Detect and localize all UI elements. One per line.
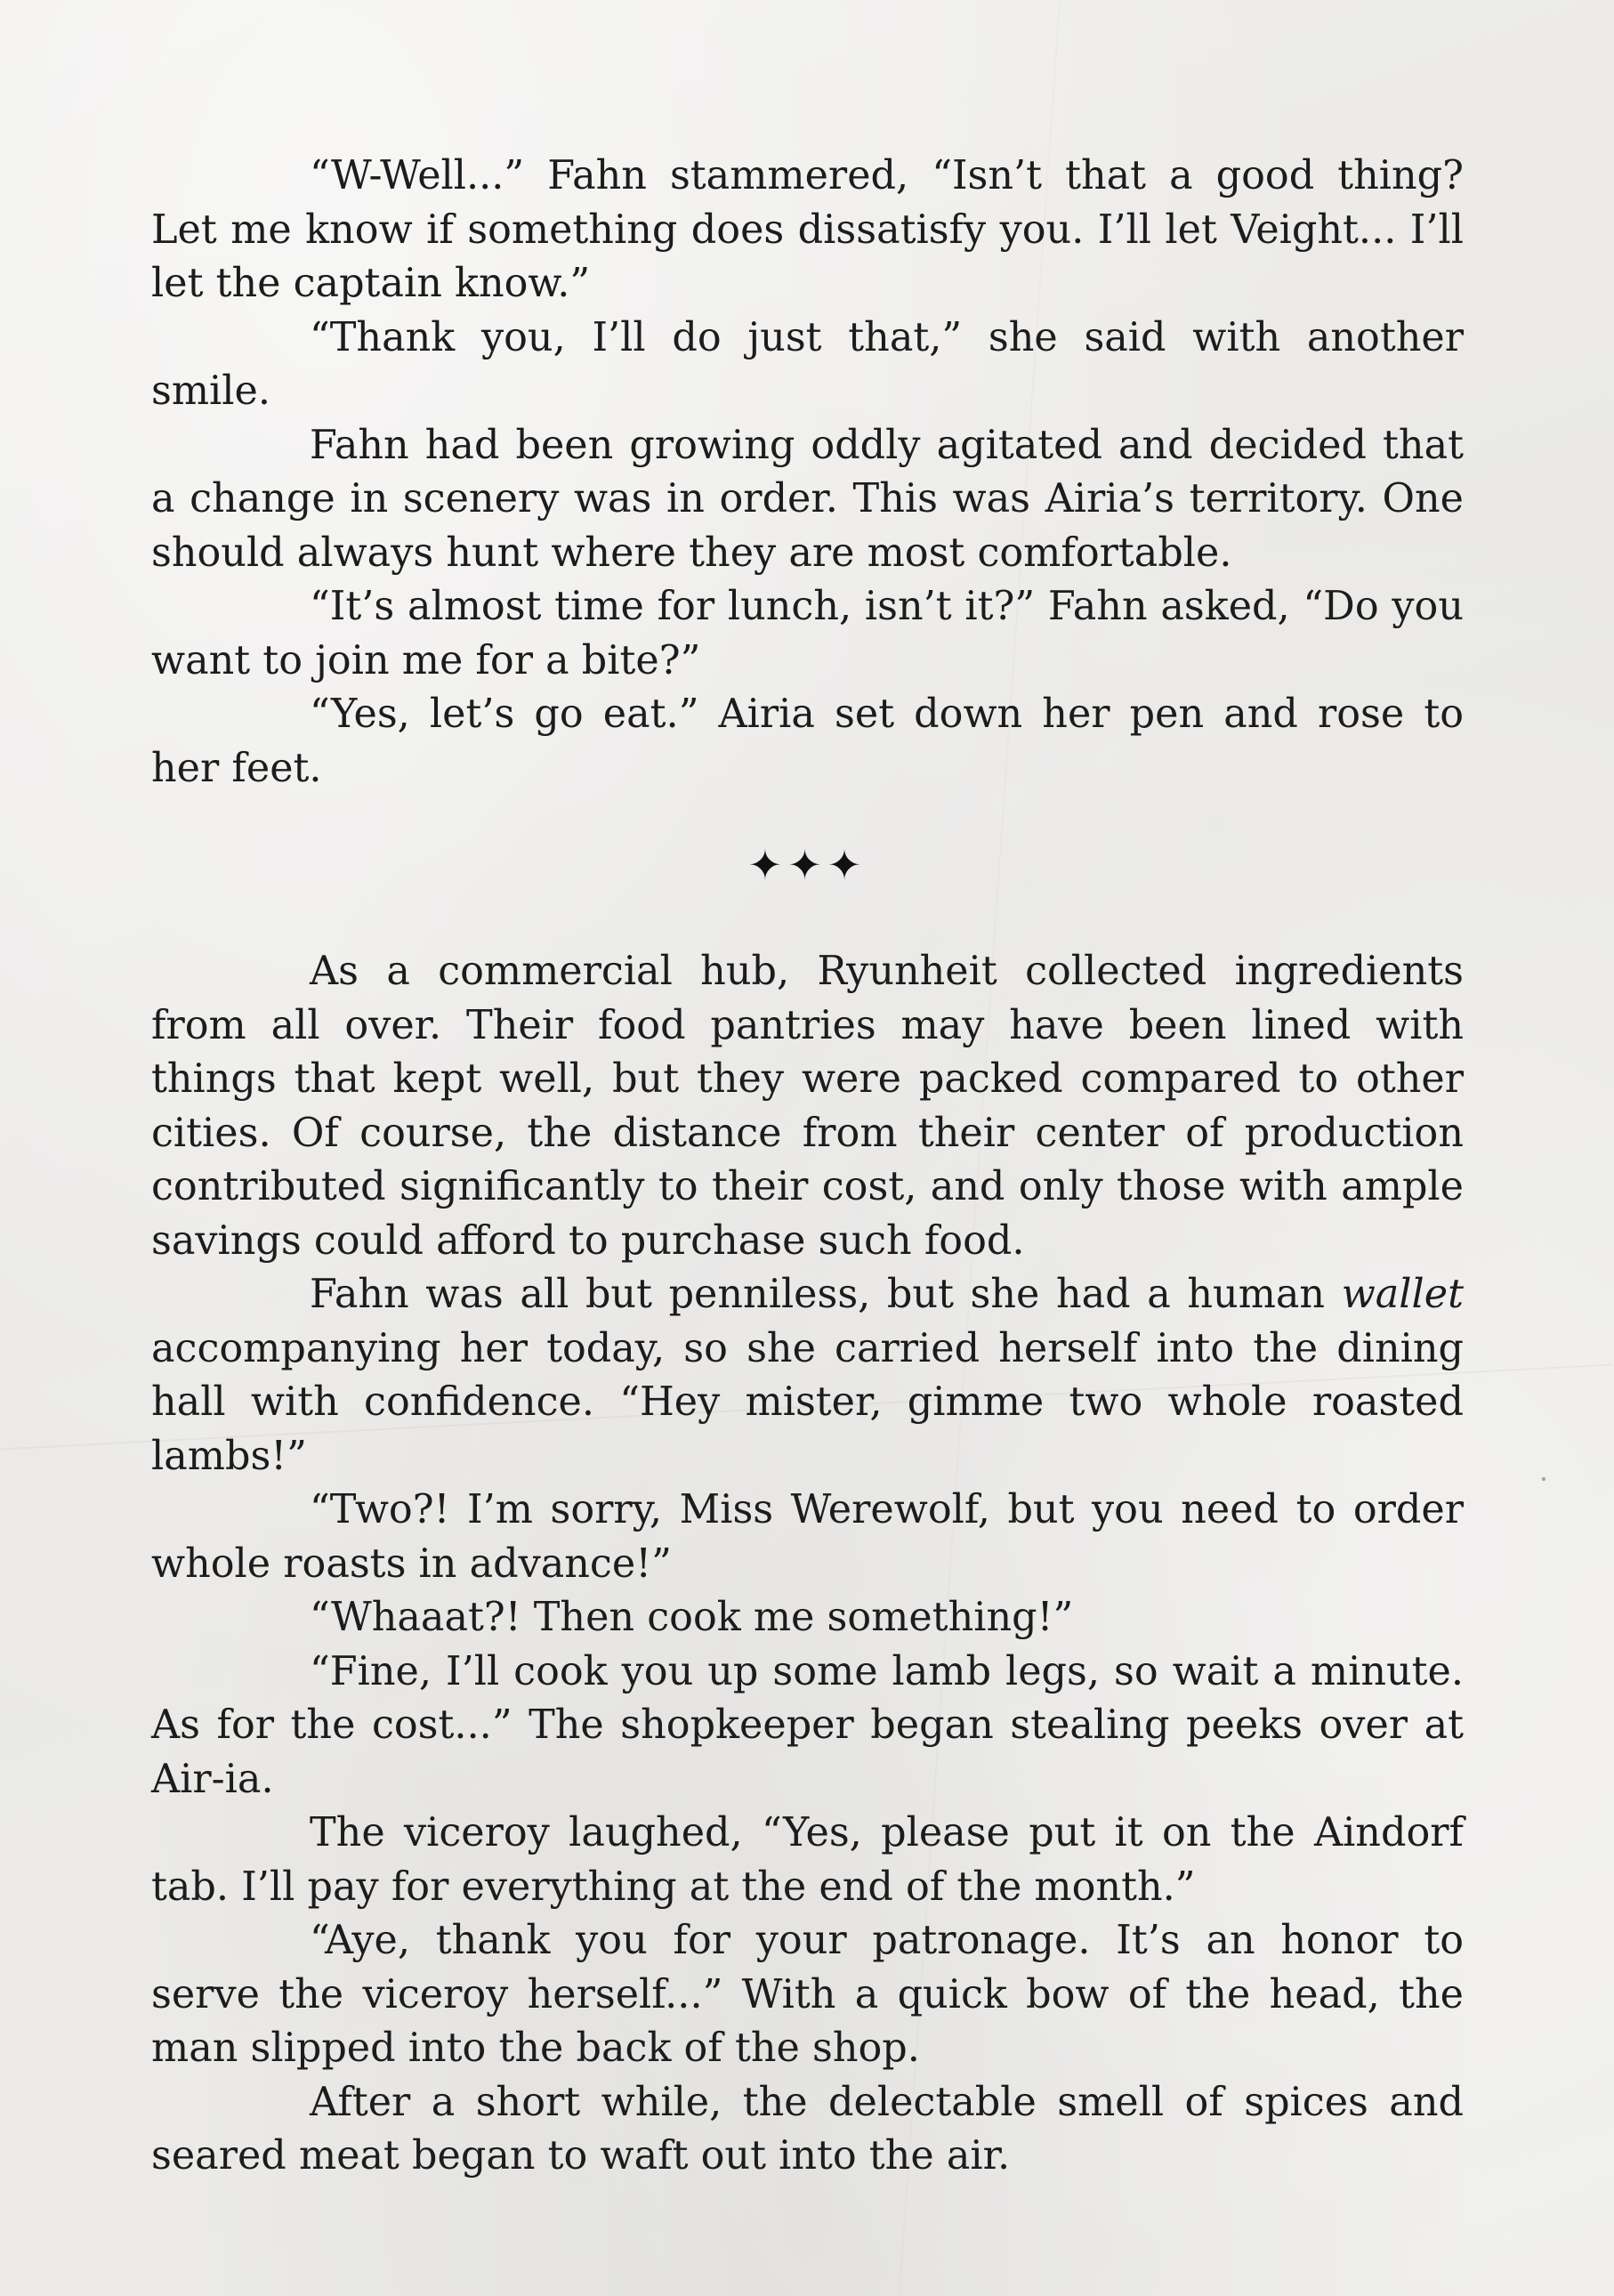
- paper-speck: [1542, 1477, 1545, 1481]
- paragraph: The viceroy laughed, “Yes, please put it on the Aindorf tab. I’ll pay for everything at the end of the month.”: [151, 1810, 1464, 1910]
- italic-word: wallet: [1341, 1272, 1464, 1317]
- paragraph: As a commercial hub, Ryunheit collected ingredients from all over. Their food pantries may have been lined with things that kept well, but they were packed compared to other cities. Of course, the distance from their center of production contributed significantly to their cost, and only those with ample savings could afford to purchase such food.: [151, 949, 1464, 1264]
- paragraph: “Thank you, I’ll do just that,” she said with another smile.: [151, 314, 1464, 414]
- paragraph-text: Fahn was all but penniless, but she had a human: [310, 1272, 1342, 1317]
- paragraph-text: accompanying her today, so she carried herself into the dining hall with confidence. “Hey mister, gimme two whole roasted lambs!”: [151, 1325, 1464, 1479]
- paragraph: “Two?! I’m sorry, Miss Werewolf, but you need to order whole roasts in advance!”: [151, 1487, 1464, 1587]
- paragraph: “W-Well...” Fahn stammered, “Isn’t that a good thing? Let me know if something does dissatisfy you. I’ll let Veight... I’ll let the captain know.”: [151, 153, 1464, 306]
- scene-break-ornament: ✦✦✦: [747, 841, 868, 889]
- paragraph: “Aye, thank you for your patronage. It’s an honor to serve the viceroy herself...” With a quick bow of the head, the man slipped into the back of the shop.: [151, 1918, 1464, 2071]
- paragraph: After a short while, the delectable smell of spices and seared meat began to waft out into the air.: [151, 2079, 1464, 2179]
- paragraph: [151, 1268, 1464, 1484]
- paragraph: Fahn had been growing oddly agitated and decided that a change in scenery was in order. This was Airia’s territory. One should always hunt where they are most comfortable.: [151, 422, 1464, 576]
- body-text: [151, 150, 1464, 2184]
- paragraph: “It’s almost time for lunch, isn’t it?” Fahn asked, “Do you want to join me for a bite?”: [151, 584, 1464, 683]
- paragraph: “Yes, let’s go eat.” Airia set down her pen and rose to her feet.: [151, 691, 1464, 791]
- paragraph: “Whaaat?! Then cook me something!”: [310, 1595, 1074, 1640]
- paragraph: “Fine, I’ll cook you up some lamb legs, so wait a minute. As for the cost...” The shopkeeper began stealing peeks over at Air-ia.: [151, 1648, 1464, 1802]
